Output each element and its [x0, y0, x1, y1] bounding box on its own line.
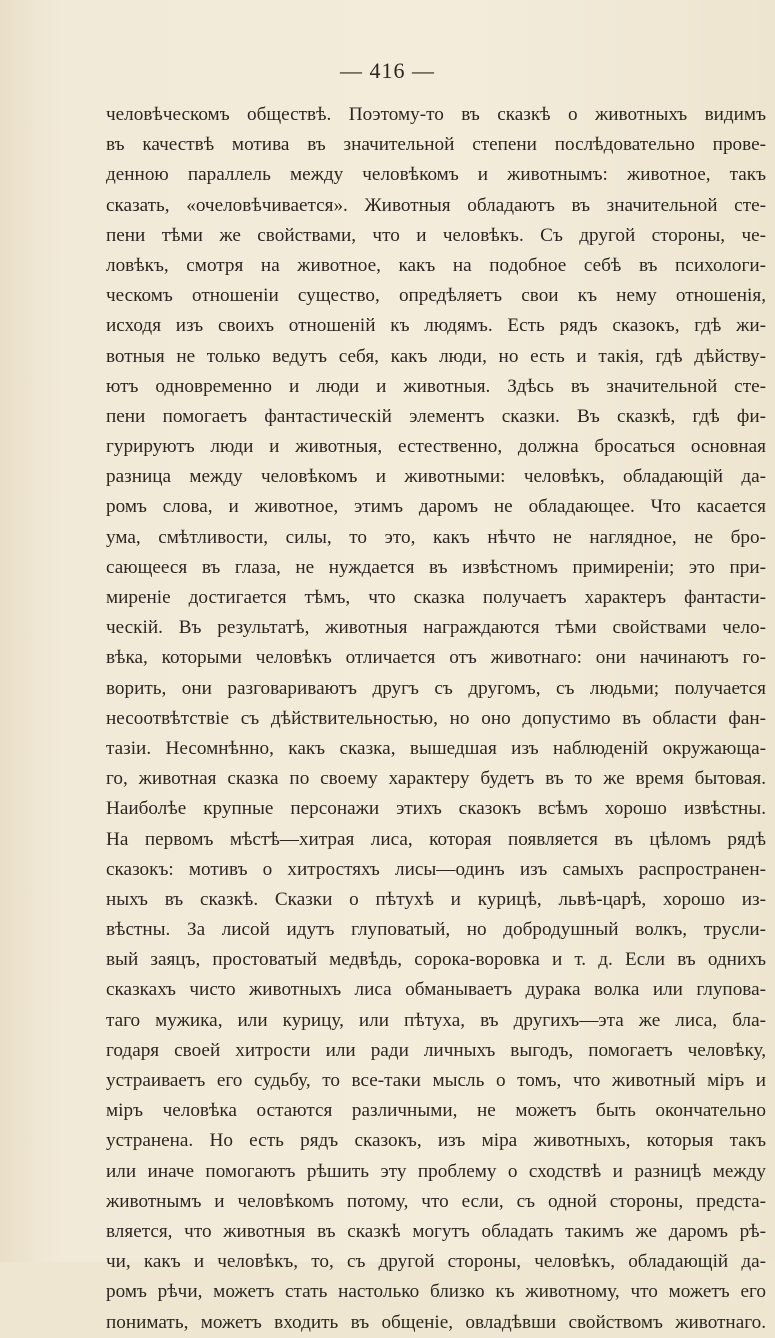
text-line: въ качествѣ мотива въ значительной степени послѣдовательно прове- — [106, 134, 766, 156]
text-line: ловѣкъ, смотря на животное, какъ на подобное себѣ въ психологи- — [106, 254, 766, 276]
text-line: денною параллель между человѣкомъ и животнымъ: животное, такъ — [106, 164, 766, 186]
text-line: вотныя не только ведутъ себя, какъ люди, но есть и такія, гдѣ дѣйству- — [106, 345, 766, 367]
text-line: чи, какъ и человѣкъ, то, съ другой стороны, человѣкъ, обладающій да- — [106, 1251, 766, 1273]
text-line: ютъ одновременно и люди и животныя. Здѣсь въ значительной сте- — [106, 375, 766, 397]
text-line: вѣка, которыми человѣкъ отличается отъ животнаго: они начинаютъ го- — [106, 647, 766, 669]
text-line: міръ человѣка остаются различными, не можетъ быть окончательно — [106, 1100, 766, 1122]
body-text — [106, 100, 766, 1338]
text-line: понимать, можетъ входить въ общеніе, овладѣвши свойствомъ животнаго. — [106, 1311, 766, 1333]
text-line: или иначе помогаютъ рѣшить эту проблему о сходствѣ и разницѣ между — [106, 1160, 766, 1182]
text-line: тазіи. Несомнѣнно, какъ сказка, вышедшая изъ наблюденій окружающа- — [106, 737, 766, 759]
page-number: — 416 — — [340, 58, 435, 83]
text-line: пени помогаетъ фантастическій элементъ сказки. Въ сказкѣ, гдѣ фи- — [106, 405, 766, 427]
text-line: Наиболѣе крупные персонажи этихъ сказокъ всѣмъ хорошо извѣстны. — [106, 798, 766, 820]
text-line: го, животная сказка по своему характеру будетъ въ то же время бытовая. — [106, 768, 766, 790]
text-line: ческомъ отношеніи существо, опредѣляетъ свои къ нему отношенія, — [106, 285, 766, 307]
text-line: исходя изъ своихъ отношеній къ людямъ. Есть рядъ сказокъ, гдѣ жи- — [106, 315, 766, 337]
text-line: ромъ рѣчи, можетъ стать настолько близко къ животному, что можетъ его — [106, 1281, 766, 1303]
text-line: ворить, они разговариваютъ другъ съ другомъ, съ людьми; получается — [106, 677, 766, 699]
text-line: миреніе достигается тѣмъ, что сказка получаетъ характеръ фантасти- — [106, 587, 766, 608]
text-line: таго мужика, или курицу, или пѣтуха, въ другихъ—эта же лиса, бла- — [106, 1009, 766, 1031]
text-line: животнымъ и человѣкомъ потому, что если, съ одной стороны, предста- — [106, 1190, 766, 1212]
text-line: сказать, «очеловѣчивается». Животныя обладаютъ въ значительной сте- — [106, 194, 766, 216]
text-line: ромъ слова, и животное, этимъ даромъ не обладающее. Что касается — [106, 496, 766, 518]
text-line: ума, смѣтливости, силы, то это, какъ нѣчто не наглядное, не бро- — [106, 526, 766, 548]
text-line: пени тѣми же свойствами, что и человѣкъ. Съ другой стороны, че- — [106, 224, 766, 246]
text-line: сказкахъ чисто животныхъ лиса обманываетъ дурака волка или глупова- — [106, 979, 766, 1001]
text-line: устраиваетъ его судьбу, то все-таки мысль о томъ, что животный міръ и — [106, 1070, 766, 1091]
text-line: сающееся въ глаза, не нуждается въ извѣстномъ примиреніи; это при- — [106, 556, 766, 578]
text-line: устранена. Но есть рядъ сказокъ, изъ міра животныхъ, которыя такъ — [106, 1130, 766, 1152]
text-line: вѣстны. За лисой идутъ глуповатый, но добродушный волкъ, трусли- — [106, 919, 766, 941]
text-line: На первомъ мѣстѣ—хитрая лиса, которая появляется въ цѣломъ рядѣ — [106, 828, 766, 850]
text-line: гурируютъ люди и животныя, естественно, должна бросаться основная — [106, 436, 766, 458]
text-line: ческій. Въ результатѣ, животныя награждаются тѣми свойствами чело- — [106, 617, 766, 639]
text-line: вый заяцъ, простоватый медвѣдь, сорока-воровка и т. д. Если въ однихъ — [106, 949, 766, 971]
text-line: разница между человѣкомъ и животными: человѣкъ, обладающій да- — [106, 466, 766, 488]
text-line: сказокъ: мотивъ о хитростяхъ лисы—одинъ изъ самыхъ распространен- — [106, 858, 766, 880]
text-line: человѣческомъ обществѣ. Поэтому-то въ сказкѣ о животныхъ видимъ — [106, 104, 766, 125]
text-line: годаря своей хитрости или ради личныхъ выгодъ, помогаетъ человѣку, — [106, 1039, 766, 1061]
text-line: ныхъ въ сказкѣ. Сказки о пѣтухѣ и курицѣ, львѣ-царѣ, хорошо из- — [106, 888, 766, 910]
text-line: несоотвѣтствіе съ дѣйствительностью, но оно допустимо въ области фан- — [106, 707, 766, 729]
text-line: вляется, что животныя въ сказкѣ могутъ обладать такимъ же даромъ рѣ- — [106, 1220, 766, 1242]
